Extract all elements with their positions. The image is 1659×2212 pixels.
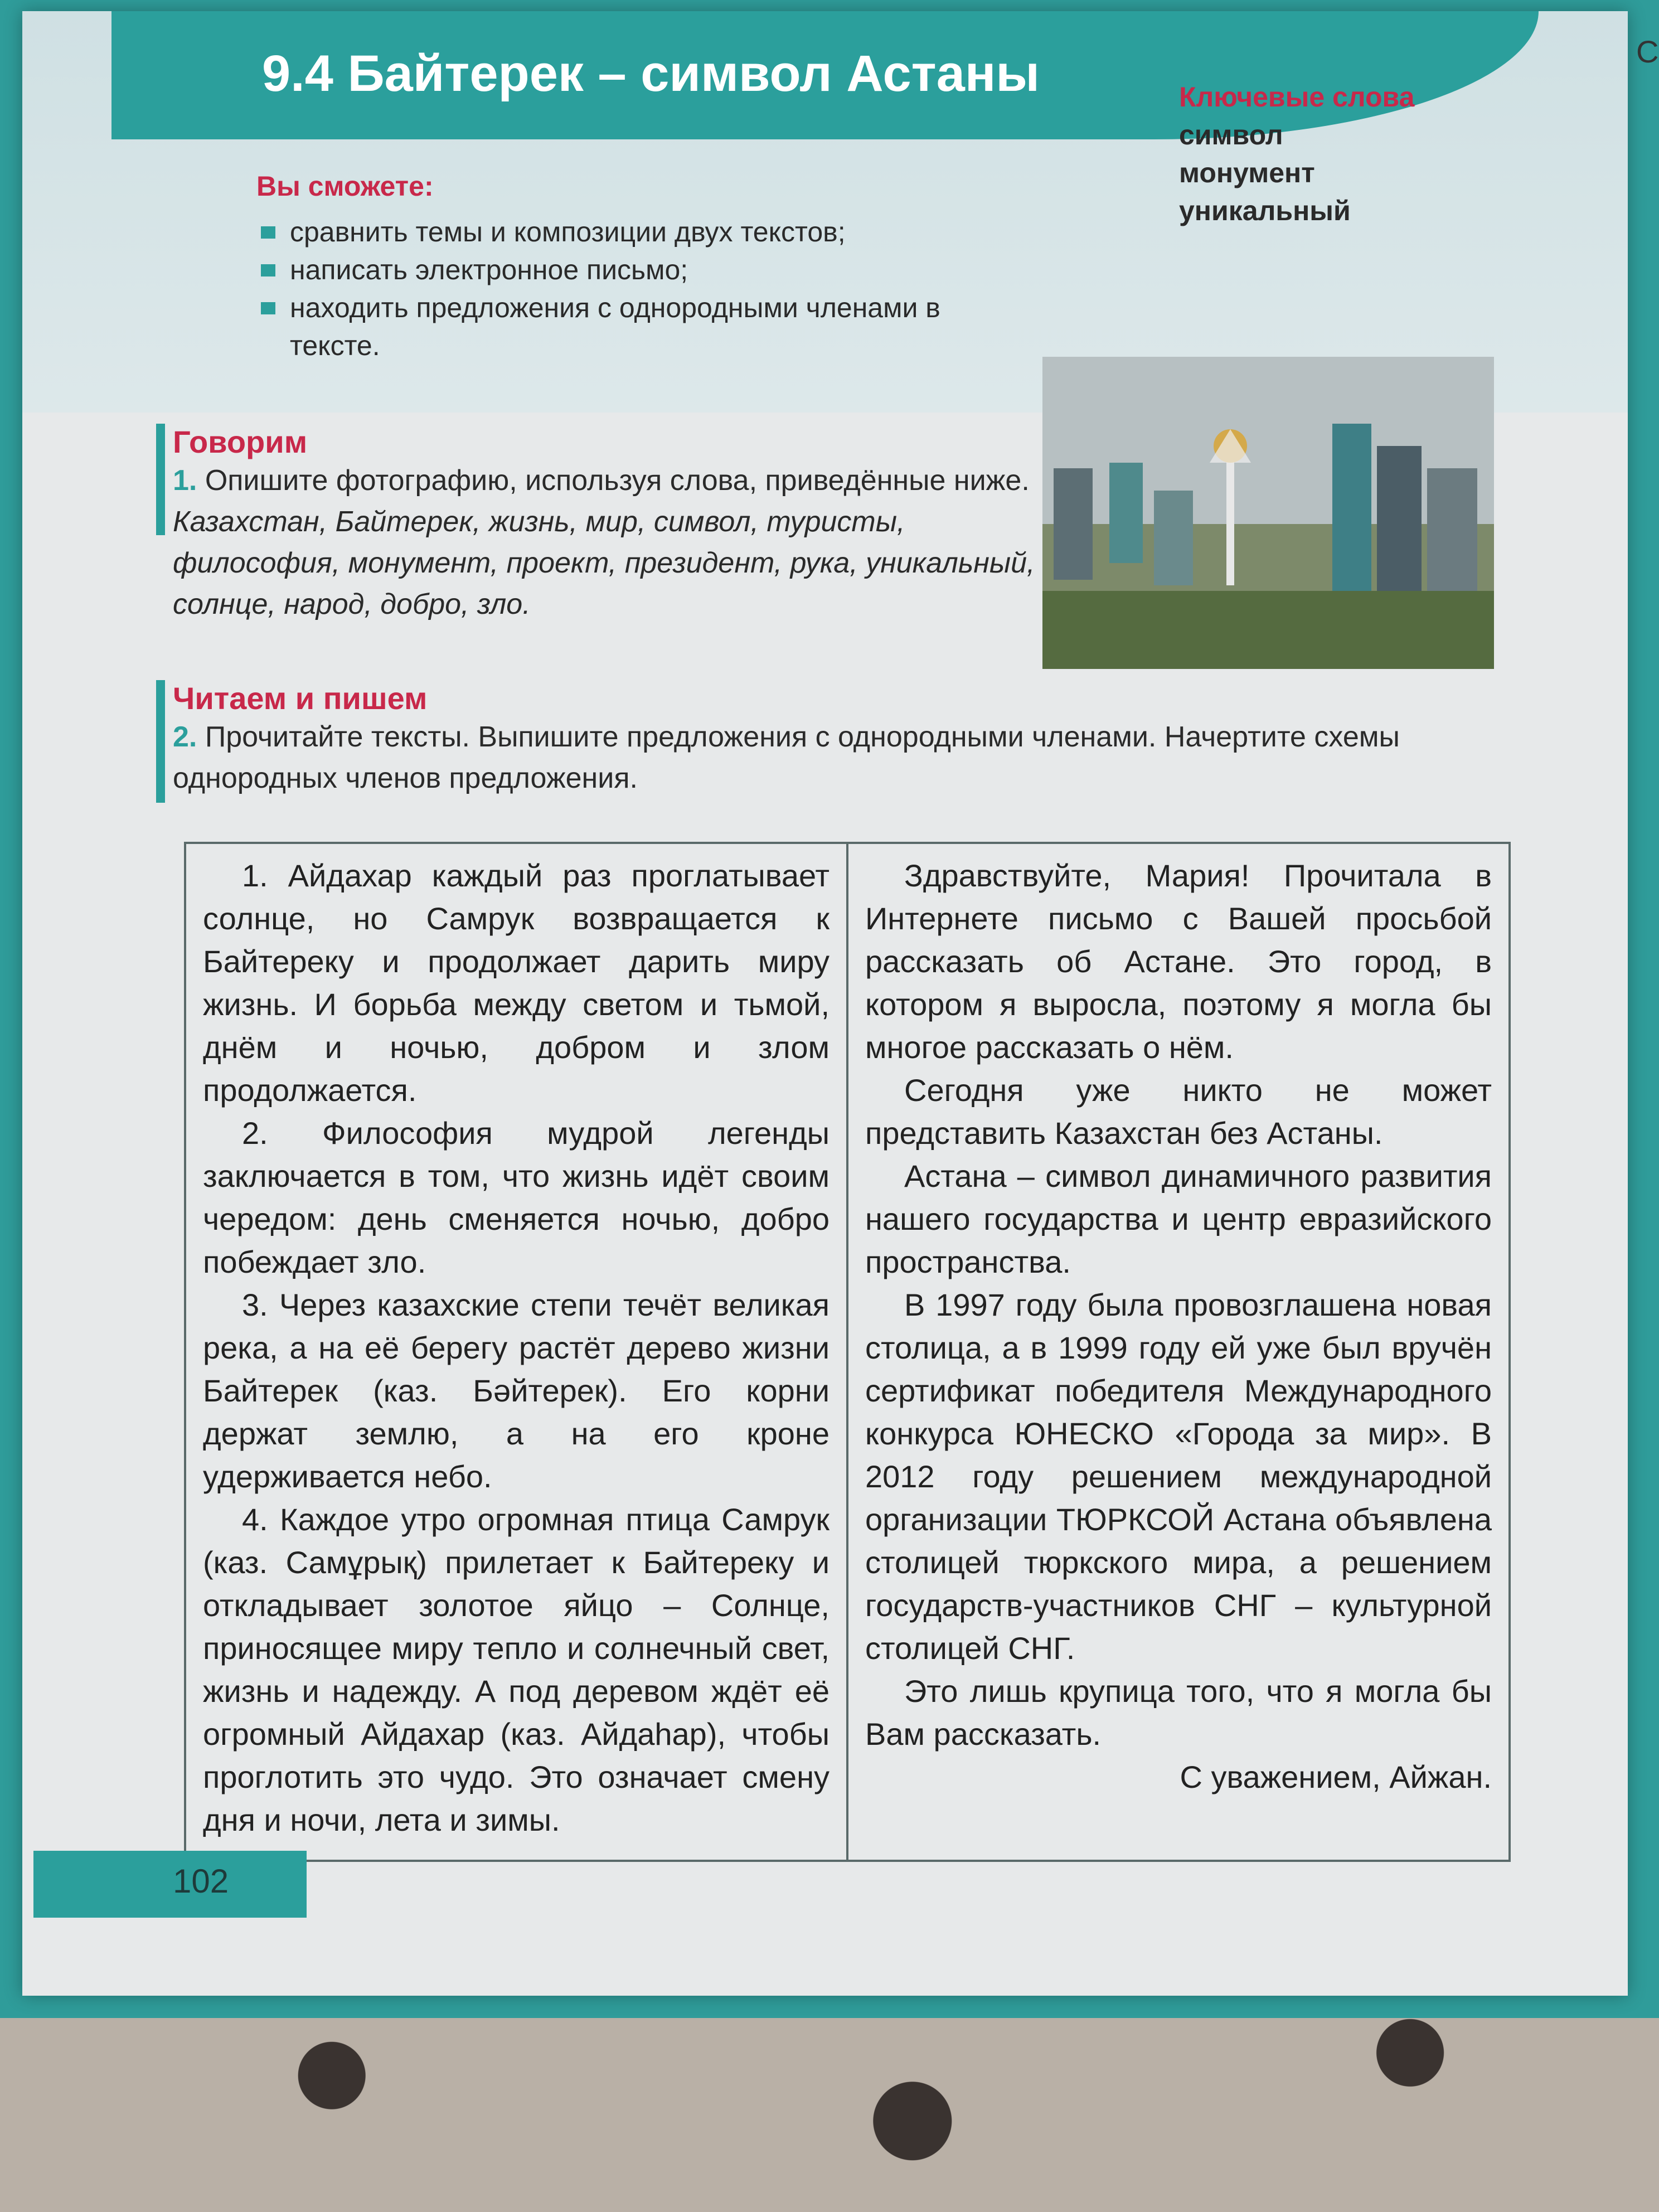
goals-list (256, 213, 1037, 365)
legend-paragraph: 3. Через казахские степи течёт великая река, а на её берегу растёт дерево жизни Байтерек (каз. Бәйтерек). Его корни держат землю, а на его кроне удерживается небо. (203, 1287, 830, 1494)
legend-text-column (186, 844, 848, 1860)
next-page-edge-letter: С (1636, 34, 1659, 69)
task-text: Прочитайте тексты. Выпишите предложения с однородными членами. Начертите схемы однородных членов предложения. (173, 721, 1400, 794)
legend-paragraph: 2. Философия мудрой легенды заключается в том, что жизнь идёт своим чередом: день сменяется ночью, добро побеждает зло. (203, 1115, 830, 1279)
goal-item: сравнить темы и композиции двух текстов; (256, 213, 1037, 251)
speaking-section (173, 424, 1042, 625)
task-text: Опишите фотографию, используя слова, приведённые ниже. (205, 464, 1030, 497)
letter-paragraph: Сегодня уже никто не может представить Казахстан без Астаны. (865, 1073, 1492, 1151)
page-number: 102 (173, 1862, 229, 1900)
letter-signature: С уважением, Айжан. (1180, 1759, 1492, 1794)
keywords-box (1179, 78, 1414, 230)
keyword-item: монумент (1179, 157, 1315, 188)
chapter-title: 9.4 Байтерек – символ Астаны (262, 45, 1040, 102)
letter-text-column (848, 844, 1508, 1860)
letter-paragraph: Здравствуйте, Мария! Прочитала в Интернете письмо с Вашей просьбой рассказать об Астане. Это город, в котором я выросла, поэтому я могла бы многое рассказать о нём. (865, 858, 1492, 1065)
letter-paragraph: Это лишь крупица того, что я могла бы Вам рассказать. (865, 1673, 1492, 1752)
task-number: 2. (173, 721, 197, 753)
speaking-title: Говорим (173, 424, 308, 459)
legend-paragraph: 1. Айдахар каждый раз проглатывает солнце, но Самрук возвращается к Байтереку и продолжает дарить миру жизнь. И борьба между светом и тьмой, днём и ночью, добром и злом продолжается. (203, 858, 830, 1108)
reading-title: Читаем и пишем (173, 681, 428, 716)
baiterek-skyline-image (1042, 357, 1494, 669)
astana-photo (1042, 357, 1494, 669)
textbook-page (22, 11, 1628, 1996)
legend-paragraph: 4. Каждое утро огромная птица Самрук (каз. Самұрық) прилетает к Байтереку и откладывает золотое яйцо – Солнце, приносящее миру тепло и солнечный свет, жизнь и надежду. А под деревом ждёт её огромный Айдахар (каз. Айдаһар), чтобы проглотить это чудо. Это означает смену дня и ночи, лета и зимы. (203, 1502, 830, 1837)
reading-task (173, 716, 1500, 799)
section-marker (156, 424, 165, 535)
keyword-item: символ (1179, 119, 1283, 151)
letter-paragraph: В 1997 году была провозглашена новая столица, а в 1999 году ей уже был вручён сертификат победителя Международного конкурса ЮНЕСКО «Города за мир». В 2012 году решением международной организации ТЮРКСОЙ Астана объявлена столицей тюркского мира, а решением государств-участников СНГ – культурной столицей СНГ. (865, 1287, 1492, 1666)
texts-table (184, 842, 1511, 1862)
goals-title: Вы сможете: (256, 171, 434, 202)
reading-section (173, 680, 1500, 799)
section-marker (156, 680, 165, 803)
goal-item: написать электронное письмо; (256, 251, 1037, 289)
keyword-item: уникальный (1179, 195, 1351, 226)
speaking-task (173, 460, 1042, 501)
task-number: 1. (173, 464, 197, 497)
learning-goals (256, 167, 1037, 365)
goal-item: находить предложения с однородными членами в тексте. (256, 289, 1037, 365)
vocabulary-words: Казахстан, Байтерек, жизнь, мир, символ, туристы, философия, монумент, проект, президент, рука, уникальный, солнце, народ, добро, зло. (173, 506, 1035, 620)
background-fabric (0, 1985, 1659, 2212)
keywords-title: Ключевые слова (1179, 81, 1415, 113)
page-number-tab (33, 1851, 307, 1918)
letter-paragraph: Астана – символ динамичного развития нашего государства и центр евразийского пространства. (865, 1158, 1492, 1279)
